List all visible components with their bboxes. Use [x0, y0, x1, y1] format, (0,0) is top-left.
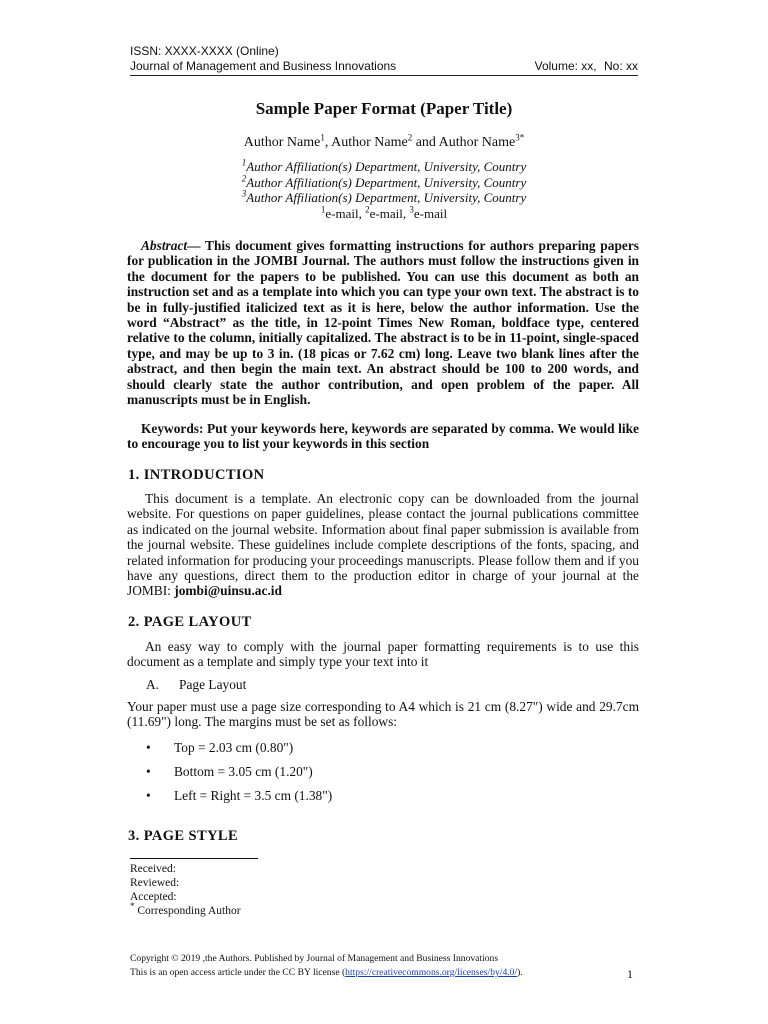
email-1: e-mail,: [325, 206, 366, 221]
author-list: [130, 132, 638, 151]
license-link[interactable]: https://creativecommons.org/licenses/by/4.0/: [345, 967, 518, 978]
abstract: [127, 238, 639, 407]
running-header: [130, 44, 638, 76]
page-number: 1: [627, 967, 633, 981]
email-3: e-mail: [413, 206, 448, 221]
subsection-label: A.: [146, 677, 160, 692]
email-2-sup: 2: [365, 204, 370, 215]
bullet-glyph: •: [146, 788, 151, 803]
footnote-divider: [130, 858, 258, 859]
introduction-paragraph: [127, 491, 639, 599]
paper-title: Sample Paper Format (Paper Title): [255, 99, 513, 118]
page-footer: [130, 952, 640, 980]
author-2: Author Name: [331, 135, 408, 150]
author-3-sup: 3*: [515, 132, 525, 143]
issn-line: ISSN: XXXX-XXXX (Online): [130, 44, 279, 58]
email-1-sup: 1: [320, 204, 326, 215]
affiliation-1: [130, 159, 638, 175]
bullet-text: Bottom = 3.05 cm (1.20"): [174, 764, 313, 779]
affiliation-1-sup: 1: [241, 157, 247, 168]
margin-bullet-bottom: [146, 764, 313, 780]
affiliation-2: [130, 175, 638, 191]
footnote-received: Received:: [130, 863, 176, 875]
page-layout-paragraph: An easy way to comply with the journal paper formatting requirements is to use this document as a template and simply type your text into it: [127, 639, 639, 670]
license-prefix: This is an open access article under the CC BY license (: [130, 967, 346, 978]
bullet-glyph: •: [146, 764, 151, 779]
email-list: [130, 206, 638, 222]
volume-number: [531, 59, 638, 74]
section-heading-page-layout: 2. PAGE LAYOUT: [128, 614, 252, 630]
affiliation-2-sup: 2: [241, 173, 247, 184]
license-line: [130, 966, 640, 980]
affiliation-3-text: Author Affiliation(s) Department, University, Country: [246, 190, 527, 205]
page-size-paragraph: Your paper must use a page size corresponding to A4 which is 21 cm (8.27") wide and 29.7cm (11.69") long. The margins must be set as follows:: [127, 699, 639, 730]
journal-volume-line: [130, 59, 638, 76]
margin-bullet-top: [146, 740, 293, 756]
corresponding-text: Corresponding Author: [134, 905, 241, 917]
affiliation-2-text: Author Affiliation(s) Department, University, Country: [246, 174, 527, 190]
affiliation-3-sup: 3: [241, 188, 247, 199]
footnote-corresponding: [130, 901, 241, 918]
bullet-text: Left = Right = 3.5 cm (1.38"): [174, 788, 333, 803]
corresponding-sup: *: [130, 901, 135, 912]
margin-bullet-left-right: [146, 788, 332, 804]
author-1: Author Name: [243, 135, 321, 150]
introduction-text: This document is a template. An electronic copy can be downloaded from the journal website. For questions on paper guidelines, please contact the journal publications committee as indicated on the journal website. Information about final paper submission is available from the journal website. These guidelines include complete descriptions of the fonts, spacing, and related information for producing your proceedings manuscripts. Please follow them and if you have any questions, direct them to the production editor in charge of your journal at the JOMBI:: [127, 491, 639, 599]
issue-number-label: No: xx: [603, 59, 638, 73]
bullet-glyph: •: [146, 740, 151, 755]
author-separator: ,: [324, 135, 332, 150]
author-3: Author Name: [438, 135, 516, 150]
keywords: Keywords: Put your keywords here, keywords are separated by comma. We would like to encourage you to list your keywords in this section: [127, 421, 639, 452]
footnotes: [130, 862, 241, 918]
abstract-lead: Abstract: [141, 238, 188, 253]
subsection-title: Page Layout: [179, 677, 247, 692]
email-3-sup: 3: [409, 204, 414, 215]
abstract-text: This document gives formatting instructions for authors preparing papers for publication in the JOMBI Journal. The authors must follow the instructions given in the document for the papers to be published. You can use this document as both an instruction set and as a template into which you can type your own text. The abstract is to be in fully-justified italicized text as it is here, below the author information. Use the word “Abstract” as the title, in 12-point Times New Roman, boldface type, centered relative to the column, initially capitalized. The abstract is to be in 11-point, single-spaced type, and may be up to 3 in. (18 picas or 7.62 cm) long. Leave two blank lines after the abstract, and then begin the main text. An abstract should be 100 to 200 words, and should clearly state the author contribution, and open problem of the paper. All manuscripts must be in English.: [127, 238, 639, 408]
footnote-accepted: Accepted:: [130, 891, 177, 903]
section-heading-page-style: 3. PAGE STYLE: [128, 828, 239, 844]
author-2-sup: 2: [407, 132, 413, 143]
affiliation-3: [130, 190, 638, 206]
license-suffix: ).: [517, 967, 523, 978]
abstract-dash: —: [187, 238, 201, 253]
author-separator: and: [412, 135, 439, 150]
volume-label: Volume: xx,: [534, 59, 597, 73]
subsection-heading-a: [146, 677, 246, 693]
bullet-text: Top = 2.03 cm (0.80"): [174, 740, 294, 755]
journal-name: Journal of Management and Business Innovations: [130, 59, 397, 73]
journal-email: jombi@uinsu.ac.id: [174, 583, 282, 599]
affiliation-list: [130, 159, 638, 206]
copyright-line: Copyright © 2019 ,the Authors. Published by Journal of Management and Business Innovations: [130, 953, 499, 964]
author-1-sup: 1: [320, 132, 325, 143]
footnote-reviewed: Reviewed:: [130, 877, 180, 889]
section-heading-introduction: 1. INTRODUCTION: [128, 467, 265, 483]
affiliation-1-text: Author Affiliation(s) Department, University, Country: [246, 159, 527, 174]
email-2: e-mail,: [369, 206, 410, 221]
